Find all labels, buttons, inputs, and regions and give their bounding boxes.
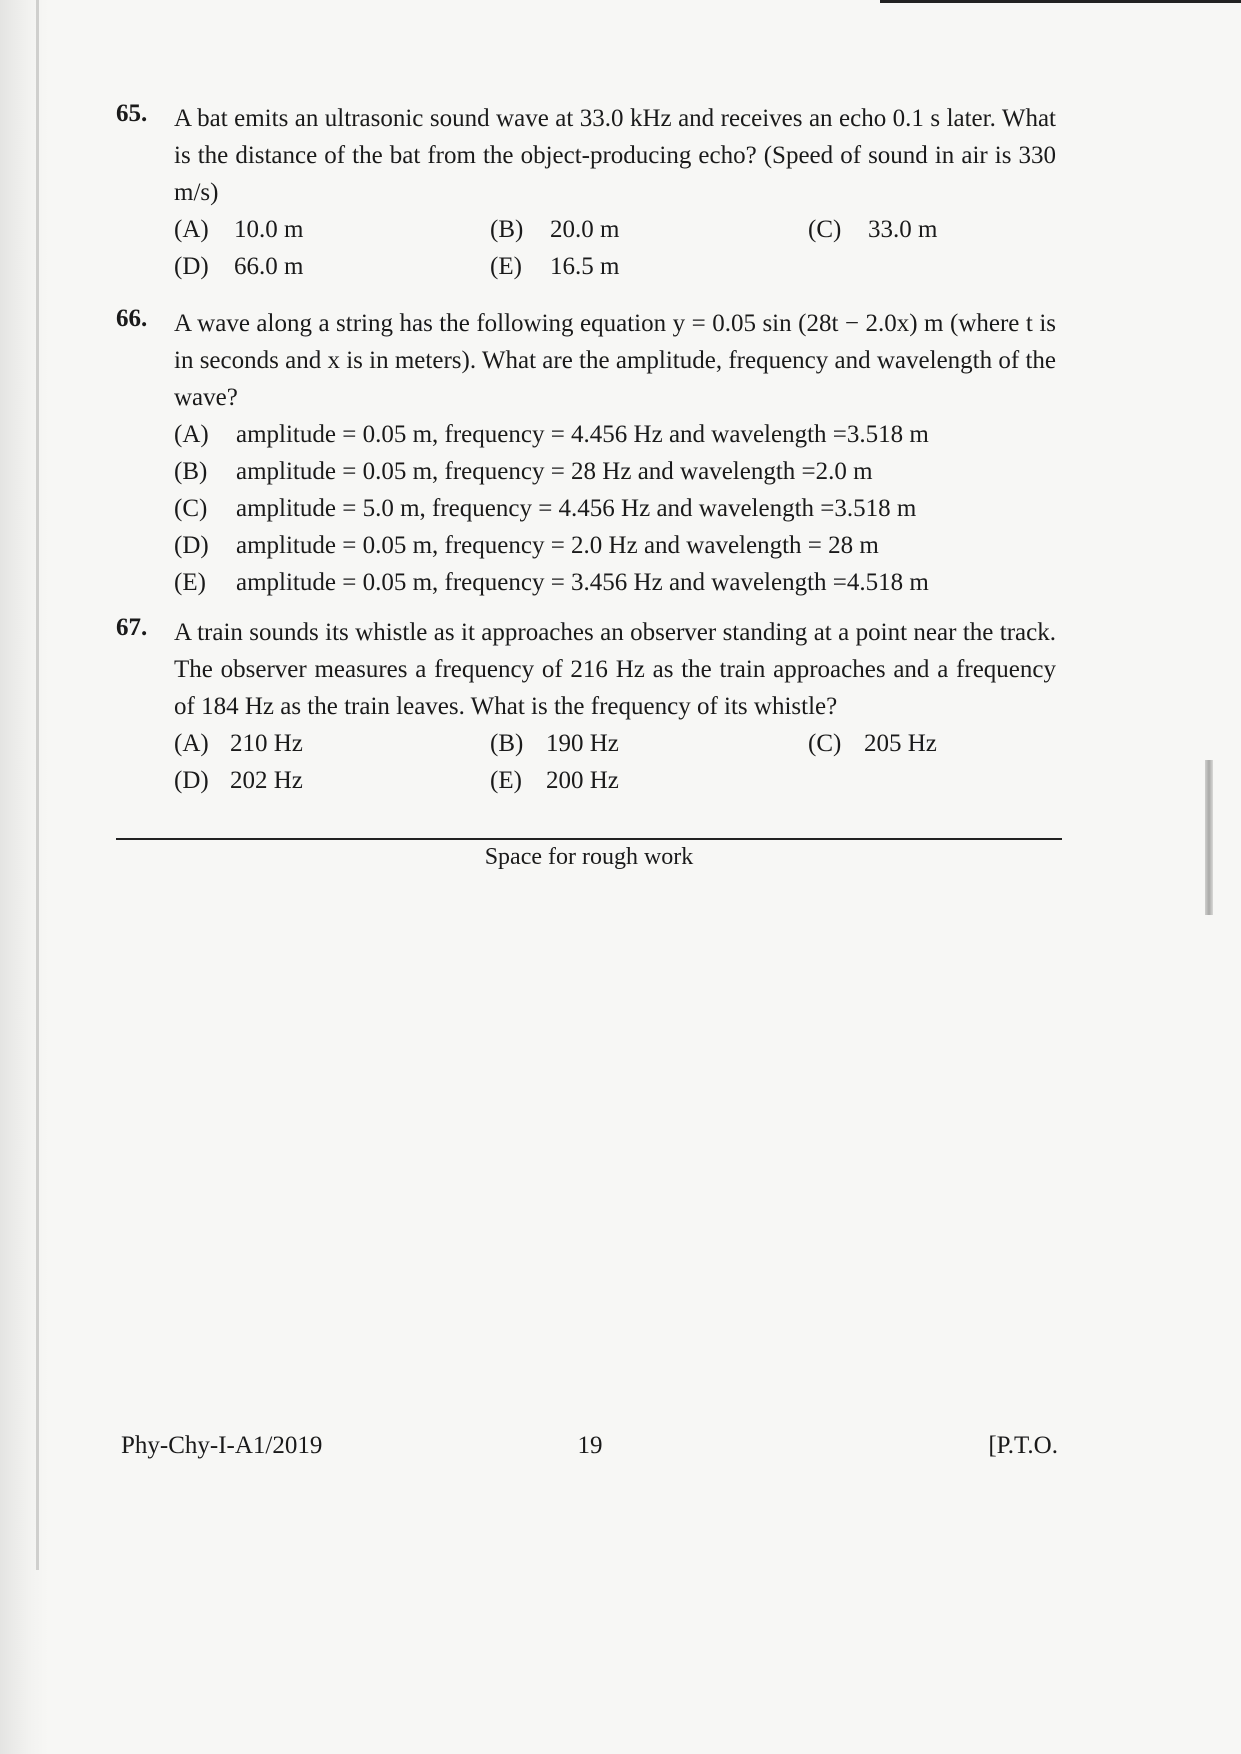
scan-binding-line <box>36 0 39 1570</box>
question-text: A wave along a string has the following equation y = 0.05 sin (28t − 2.0x) m (where t is in seconds and x is in meters). What are the amplitude, frequency and wavelength of the wave? <box>174 310 1056 411</box>
option-b[interactable]: (B) amplitude = 0.05 m, frequency = 28 Hz and wavelength =2.0 m <box>174 458 873 485</box>
option-d[interactable]: (D) amplitude = 0.05 m, frequency = 2.0 Hz and wavelength = 28 m <box>174 532 879 559</box>
option-a[interactable]: (A) amplitude = 0.05 m, frequency = 4.456 Hz and wavelength =3.518 m <box>174 421 929 448</box>
rough-work-label: Space for rough work <box>484 844 694 870</box>
option-d[interactable]: (D) 66.0 m <box>174 253 304 280</box>
options-grid <box>174 211 1056 285</box>
option-b[interactable]: (B) 20.0 m <box>490 216 620 243</box>
option-e[interactable]: (E) amplitude = 0.05 m, frequency = 3.456 Hz and wavelength =4.518 m <box>174 569 929 596</box>
option-c[interactable]: (C) amplitude = 5.0 m, frequency = 4.456 Hz and wavelength =3.518 m <box>174 495 917 522</box>
question-number: 66. <box>116 305 148 332</box>
option-b[interactable]: (B) 190 Hz <box>490 730 619 757</box>
options-grid <box>174 725 1056 799</box>
question-number: 65. <box>116 100 148 127</box>
please-turn-over: [P.T.O. <box>988 1432 1058 1459</box>
question-67 <box>116 614 1056 799</box>
question-65 <box>116 100 1056 285</box>
options-list <box>174 416 1056 601</box>
option-d[interactable]: (D) 202 Hz <box>174 767 303 794</box>
page-number: 19 <box>577 1432 603 1459</box>
scan-shadow-edge <box>0 0 48 1754</box>
paper-code: Phy-Chy-I-A1/2019 <box>121 1432 323 1459</box>
option-e[interactable]: (E) 200 Hz <box>490 767 619 794</box>
question-number: 67. <box>116 614 148 641</box>
option-e[interactable]: (E) 16.5 m <box>490 253 620 280</box>
option-c[interactable]: (C) 33.0 m <box>808 216 938 243</box>
question-66 <box>116 305 1056 601</box>
option-a[interactable]: (A) 10.0 m <box>174 216 304 243</box>
question-text: A bat emits an ultrasonic sound wave at 33.0 kHz and receives an echo 0.1 s later. What is the distance of the bat from the object-producing echo? (Speed of sound in air is 330 m/s) <box>174 105 1056 206</box>
option-c[interactable]: (C) 205 Hz <box>808 730 937 757</box>
section-divider <box>116 838 1062 840</box>
top-edge-rule <box>880 0 1241 3</box>
option-a[interactable]: (A) 210 Hz <box>174 730 303 757</box>
scan-staple-mark <box>1205 760 1213 915</box>
question-text: A train sounds its whistle as it approaches an observer standing at a point near the track. The observer measures a frequency of 216 Hz as the train approaches and a frequency of 184 Hz as the train leaves. What is the frequency of its whistle? <box>174 619 1056 720</box>
